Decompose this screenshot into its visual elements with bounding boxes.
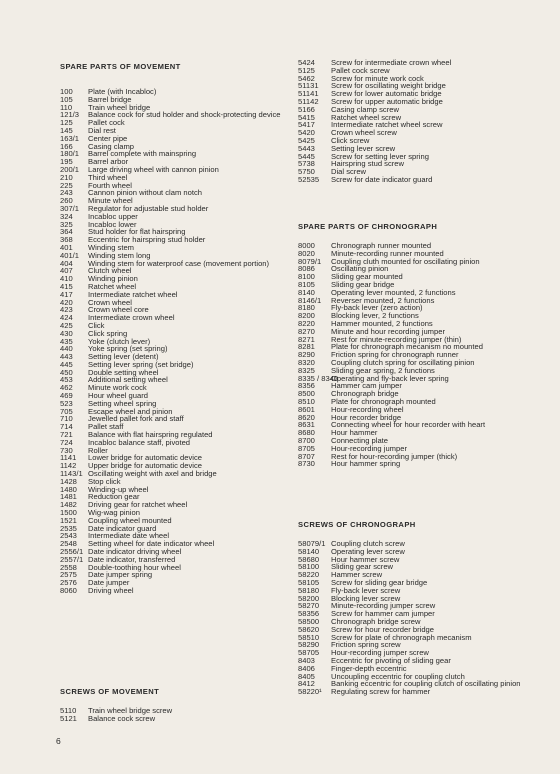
part-description: Center pipe — [88, 133, 128, 143]
section-title-screws-movement: SCREWS OF MOVEMENT — [60, 687, 160, 696]
part-description: Blocking lever, 2 functions — [331, 311, 419, 321]
part-description: Stud holder for flat hairspring — [88, 227, 186, 237]
part-description: Intermediate ratchet wheel screw — [331, 120, 443, 130]
part-description: Banking eccentric for coupling clutch of oscillating pinion — [331, 679, 521, 689]
part-description: Reduction gear — [88, 492, 140, 502]
part-description: Date jumper — [88, 578, 130, 588]
part-number: 5425 — [298, 135, 315, 145]
part-number: 8281 — [298, 342, 315, 352]
part-number: 440 — [60, 344, 73, 354]
part-description: Balance cock for stud holder and shock-protecting device — [88, 110, 281, 120]
part-number: 52535 — [298, 174, 320, 184]
part-description: Casing clamp — [88, 141, 135, 151]
part-description: Double setting wheel — [88, 367, 159, 377]
part-number: 523 — [60, 398, 73, 408]
part-number: 2557/1 — [60, 554, 84, 564]
part-description: Balance cock screw — [88, 713, 156, 723]
part-description: Escape wheel and pinion — [88, 406, 173, 416]
part-description: Incabloc balance staff, pivoted — [88, 437, 191, 447]
part-description: Crown wheel screw — [331, 128, 397, 138]
part-number: 430 — [60, 328, 73, 338]
part-number: 8680 — [298, 428, 315, 438]
part-number: 368 — [60, 235, 73, 245]
part-number: 420 — [60, 297, 73, 307]
part-number: 58200 — [298, 593, 320, 603]
part-description: Minute wheel — [88, 196, 133, 206]
part-description: Operating and fly-back lever spring — [331, 373, 449, 383]
part-description: Click screw — [331, 135, 370, 145]
part-description: Ratchet wheel screw — [331, 112, 402, 122]
list-item — [60, 715, 296, 723]
part-description: Minute work cock — [88, 383, 147, 393]
part-description: Screw for oscillating weight bridge — [331, 81, 446, 91]
list-item — [298, 176, 538, 184]
part-description: Minute and hour recording jumper — [331, 326, 445, 336]
part-description: Screw for intermediate crown wheel — [331, 58, 452, 67]
part-number: 145 — [60, 125, 73, 135]
part-description: Coupling wheel mounted — [88, 515, 172, 525]
part-number: 163/1 — [60, 133, 80, 143]
part-description: Screw for hour recorder bridge — [331, 624, 434, 634]
part-number: 58140 — [298, 546, 320, 556]
part-number: 417 — [60, 289, 73, 299]
part-number: 58270 — [298, 601, 320, 611]
part-number: 5417 — [298, 120, 315, 130]
part-number: 8271 — [298, 334, 315, 344]
part-number: 5443 — [298, 143, 315, 153]
part-number: 195 — [60, 157, 73, 167]
part-description: Clutch wheel — [88, 266, 132, 276]
part-number: 8500 — [298, 389, 315, 399]
part-description: Barrel bridge — [88, 94, 132, 104]
part-number: 51141 — [298, 89, 319, 99]
part-number: 58105 — [298, 577, 320, 587]
part-number: 445 — [60, 359, 73, 369]
part-number: 5420 — [298, 128, 315, 138]
spare-parts-chronograph-list — [298, 242, 538, 468]
part-description: Oscillating weight with axel and bridge — [88, 469, 217, 479]
part-number: 8060 — [60, 586, 77, 595]
part-number: 200/1 — [60, 164, 80, 174]
part-description: Screw for date indicator guard — [331, 174, 433, 184]
part-number: 58705 — [298, 648, 320, 658]
part-number: 8601 — [298, 404, 315, 414]
part-number: 180/1 — [60, 149, 80, 159]
part-number: 8730 — [298, 459, 315, 469]
part-number: 453 — [60, 375, 73, 385]
part-number: 8356 — [298, 381, 315, 391]
part-description: Regulating screw for hammer — [331, 687, 431, 697]
screws-movement-continued-list — [298, 59, 538, 184]
part-number: 8412 — [298, 679, 315, 689]
part-number: 58356 — [298, 609, 320, 619]
section-title-screws-chronograph: SCREWS OF CHRONOGRAPH — [298, 520, 416, 529]
part-number: 58220¹ — [298, 687, 322, 697]
part-description: Intermediate crown wheel — [88, 313, 175, 323]
part-number: 469 — [60, 391, 73, 401]
part-description: Balance with flat hairspring regulated — [88, 430, 213, 440]
part-description: Chronograph bridge — [331, 389, 399, 399]
part-number: 8707 — [298, 451, 315, 461]
part-number: 2558 — [60, 562, 77, 572]
part-description: Pallet cock — [88, 118, 125, 128]
part-description: Uncoupling eccentric for coupling clutch — [331, 671, 465, 681]
part-number: 8406 — [298, 663, 315, 673]
part-number: 8631 — [298, 420, 315, 430]
part-number: 2535 — [60, 523, 77, 533]
part-number: 58510 — [298, 632, 320, 642]
part-number: 307/1 — [60, 203, 80, 213]
part-number: 1141 — [60, 453, 77, 463]
part-description: Date jumper spring — [88, 570, 153, 580]
part-description: Incabloc lower — [88, 219, 137, 229]
part-description: Barrel arbor — [88, 157, 129, 167]
part-number: 8270 — [298, 326, 315, 336]
part-description: Hour wheel guard — [88, 391, 148, 401]
part-description: Screw for minute work cock — [331, 73, 424, 83]
part-number: 5125 — [298, 65, 315, 75]
list-item — [60, 587, 296, 595]
part-description: Minute-recording runner mounted — [331, 248, 444, 258]
part-description: Setting lever spring (set bridge) — [88, 359, 194, 369]
part-description: Yoke spring (set spring) — [88, 344, 168, 354]
part-description: Winding stem — [88, 242, 135, 252]
part-number: 51142 — [298, 96, 319, 106]
part-description: Screw for hammer cam jumper — [331, 609, 435, 619]
part-description: Fly-back lever (zero action) — [331, 303, 423, 313]
part-number: 5415 — [298, 112, 315, 122]
part-description: Date indicator driving wheel — [88, 547, 182, 557]
part-description: Sliding gear bridge — [331, 279, 395, 289]
part-number: 8290 — [298, 350, 315, 360]
part-description: Hour hammer spring — [331, 459, 401, 469]
part-number: 58079/1 — [298, 539, 326, 548]
part-number: 325 — [60, 219, 73, 229]
part-description: Coupling clutch screw — [331, 539, 405, 548]
part-number: 450 — [60, 367, 73, 377]
part-description: Setting lever screw — [331, 143, 396, 153]
part-number: 710 — [60, 414, 73, 424]
part-number: 8140 — [298, 287, 315, 297]
part-number: 8705 — [298, 443, 315, 453]
part-description: Blocking lever screw — [331, 593, 401, 603]
part-description: Setting wheel for date indicator wheel — [88, 539, 215, 549]
part-description: Coupling clutch spring for oscillating pinion — [331, 357, 475, 367]
part-number: 1521 — [60, 515, 77, 525]
part-number: 58620 — [298, 624, 320, 634]
part-number: 225 — [60, 180, 73, 190]
part-number: 8320 — [298, 357, 315, 367]
part-number: 407 — [60, 266, 73, 276]
part-description: Hour recorder bridge — [331, 412, 402, 422]
part-description: Intermediate ratchet wheel — [88, 289, 178, 299]
part-description: Dial screw — [331, 167, 367, 177]
part-description: Click — [88, 320, 105, 330]
part-description: Intermediate date wheel — [88, 531, 170, 541]
part-number: 425 — [60, 320, 73, 330]
part-number: 8000 — [298, 241, 315, 250]
part-description: Cannon pinion without clam notch — [88, 188, 202, 198]
part-description: Jewelled pallet fork and staff — [88, 414, 184, 424]
part-description: Date indicator guard — [88, 523, 157, 533]
part-number: 2548 — [60, 539, 77, 549]
part-number: 8620 — [298, 412, 315, 422]
part-number: 721 — [60, 430, 73, 440]
part-description: Hour-recording wheel — [331, 404, 404, 414]
part-description: Date indicator, transferred — [88, 554, 176, 564]
part-description: Connecting wheel for hour recorder with heart — [331, 420, 486, 430]
screws-movement-list — [60, 707, 296, 723]
part-number: 58500 — [298, 616, 320, 626]
part-number: 410 — [60, 274, 73, 284]
part-description: Lower bridge for automatic device — [88, 453, 202, 463]
part-number: 443 — [60, 352, 73, 362]
part-number: 2543 — [60, 531, 77, 541]
part-description: Hour-recording jumper screw — [331, 648, 429, 658]
part-description: Sliding gear spring, 2 functions — [331, 365, 435, 375]
part-description: Regulator for adjustable stud holder — [88, 203, 209, 213]
part-number: 5166 — [298, 104, 315, 114]
part-description: Train wheel bridge screw — [88, 706, 173, 715]
part-description: Screw for lower automatic bridge — [331, 89, 442, 99]
part-number: 51131 — [298, 81, 319, 91]
part-description: Eccentric for pivoting of sliding gear — [331, 655, 451, 665]
part-number: 364 — [60, 227, 73, 237]
part-description: Hour hammer — [331, 428, 378, 438]
part-number: 58290 — [298, 640, 320, 650]
part-number: 1142 — [60, 461, 77, 471]
part-number: 8405 — [298, 671, 315, 681]
part-number: 2556/1 — [60, 547, 84, 557]
part-number: 110 — [60, 102, 73, 112]
part-number: 105 — [60, 94, 73, 104]
screws-chronograph-list — [298, 540, 538, 696]
part-description: Barrel complete with mainspring — [88, 149, 197, 159]
part-description: Screw for setting lever spring — [331, 151, 429, 161]
part-description: Winding stem for waterproof case (movement portion) — [88, 258, 270, 268]
part-description: Yoke (clutch lever) — [88, 336, 151, 346]
part-description: Third wheel — [88, 172, 128, 182]
part-description: Click spring — [88, 328, 128, 338]
part-number: 401/1 — [60, 250, 80, 260]
part-description: Upper bridge for automatic device — [88, 461, 202, 471]
part-number: 2576 — [60, 578, 77, 588]
part-number: 1143/1 — [60, 469, 83, 479]
part-number: 415 — [60, 281, 73, 291]
part-number: 8220 — [298, 318, 315, 328]
part-description: Winding pinion — [88, 274, 138, 284]
part-description: Rest for hour-recording jumper (thick) — [331, 451, 458, 461]
part-description: Double-toothing hour wheel — [88, 562, 181, 572]
part-number: 1482 — [60, 500, 77, 510]
part-number: 8105 — [298, 279, 315, 289]
part-number: 8325 — [298, 365, 315, 375]
part-description: Driving wheel — [88, 586, 134, 595]
part-number: 58100 — [298, 562, 320, 572]
section-title-spare-parts-chronograph: SPARE PARTS OF CHRONOGRAPH — [298, 222, 438, 231]
part-description: Operating lever screw — [331, 546, 405, 556]
part-number: 1481 — [60, 492, 77, 502]
part-description: Hour hammer screw — [331, 554, 400, 564]
part-number: 2575 — [60, 570, 77, 580]
part-description: Hammer cam jumper — [331, 381, 402, 391]
part-description: Driving gear for ratchet wheel — [88, 500, 188, 510]
part-description: Train wheel bridge — [88, 102, 151, 112]
list-item — [298, 688, 538, 696]
part-number: 58220 — [298, 570, 320, 580]
part-number: 324 — [60, 211, 73, 221]
part-number: 462 — [60, 383, 73, 393]
part-number: 730 — [60, 445, 73, 455]
part-number: 8510 — [298, 396, 315, 406]
part-number: 8180 — [298, 303, 315, 313]
part-description: Screw for sliding gear bridge — [331, 577, 428, 587]
part-description: Screw for upper automatic bridge — [331, 96, 443, 106]
part-description: Dial rest — [88, 125, 116, 135]
part-number: 125 — [60, 118, 73, 128]
part-description: Friction spring for chronograph runner — [331, 350, 459, 360]
part-description: Coupling cluth mounted for oscillating pinion — [331, 256, 480, 266]
part-description: Rest for minute-recording jumper (thin) — [331, 334, 462, 344]
part-description: Large driving wheel with cannon pinion — [88, 164, 219, 174]
part-number: 210 — [60, 172, 73, 182]
part-number: 423 — [60, 305, 73, 315]
part-description: Hammer screw — [331, 570, 383, 580]
part-description: Fly-back lever screw — [331, 585, 401, 595]
part-description: Reverser mounted, 2 functions — [331, 295, 435, 305]
part-number: 243 — [60, 188, 73, 198]
part-number: 5445 — [298, 151, 315, 161]
part-number: 705 — [60, 406, 73, 416]
part-description: Fourth wheel — [88, 180, 132, 190]
part-description: Plate (with Incabloc) — [88, 87, 157, 96]
part-number: 5424 — [298, 58, 315, 67]
part-number: 8403 — [298, 655, 315, 665]
part-description: Winding-up wheel — [88, 484, 149, 494]
part-description: Plate for chronograph mounted — [331, 396, 436, 406]
part-description: Oscillating pinion — [331, 264, 389, 274]
section-title-spare-parts-movement: SPARE PARTS OF MOVEMENT — [60, 62, 181, 71]
list-item — [298, 460, 538, 468]
part-number: 58180 — [298, 585, 320, 595]
part-number: 1480 — [60, 484, 77, 494]
part-description: Friction spring screw — [331, 640, 401, 650]
part-number: 1500 — [60, 508, 77, 518]
part-description: Sliding gear mounted — [331, 272, 403, 282]
part-description: Plate for chronograph mecanism no mounted — [331, 342, 483, 352]
part-description: Minute-recording jumper screw — [331, 601, 436, 611]
part-description: Setting lever (detent) — [88, 352, 159, 362]
part-number: 5121 — [60, 713, 77, 723]
part-number: 121/3 — [60, 110, 80, 120]
part-number: 8700 — [298, 435, 315, 445]
part-number: 58680 — [298, 554, 320, 564]
part-description: Pallet staff — [88, 422, 124, 432]
part-number: 5750 — [298, 167, 315, 177]
part-description: Casing clamp screw — [331, 104, 399, 114]
part-description: Screw for plate of chronograph mecanism — [331, 632, 472, 642]
part-number: 5110 — [60, 706, 77, 715]
part-description: Connecting plate — [331, 435, 388, 445]
part-number: 8146/1 — [298, 295, 322, 305]
part-number: 435 — [60, 336, 73, 346]
part-description: Hour-recording jumper — [331, 443, 407, 453]
part-description: Winding stem long — [88, 250, 151, 260]
part-number: 714 — [60, 422, 73, 432]
part-description: Additional setting wheel — [88, 375, 168, 385]
part-description: Pallet cock screw — [331, 65, 390, 75]
part-number: 166 — [60, 141, 73, 151]
part-description: Chronograph bridge screw — [331, 616, 421, 626]
part-description: Hairspring stud screw — [331, 159, 405, 169]
part-number: 1428 — [60, 476, 77, 486]
part-number: 8100 — [298, 272, 315, 282]
part-description: Eccentric for hairspring stud holder — [88, 235, 206, 245]
page-number: 6 — [56, 736, 61, 746]
part-number: 100 — [60, 87, 73, 96]
part-description: Ratchet wheel — [88, 281, 137, 291]
part-description: Chronograph runner mounted — [331, 241, 432, 250]
part-number: 724 — [60, 437, 73, 447]
part-number: 8086 — [298, 264, 315, 274]
part-description: Hammer mounted, 2 functions — [331, 318, 433, 328]
part-number: 401 — [60, 242, 73, 252]
spare-parts-movement-list — [60, 88, 296, 595]
part-description: Finger-depth eccentric — [331, 663, 407, 673]
part-number: 5738 — [298, 159, 315, 169]
part-description: Setting wheel spring — [88, 398, 157, 408]
part-number: 8020 — [298, 248, 315, 258]
part-number: 5462 — [298, 73, 315, 83]
part-number: 8335 / 8340 — [298, 373, 339, 383]
part-description: Wig-wag pinion — [88, 508, 140, 518]
part-description: Crown wheel — [88, 297, 132, 307]
part-description: Operating lever mounted, 2 functions — [331, 287, 456, 297]
part-description: Roller — [88, 445, 108, 455]
part-description: Stop click — [88, 476, 121, 486]
part-number: 8079/1 — [298, 256, 322, 266]
part-number: 8200 — [298, 311, 315, 321]
part-number: 260 — [60, 196, 73, 206]
part-number: 424 — [60, 313, 73, 323]
part-description: Crown wheel core — [88, 305, 149, 315]
part-number: 404 — [60, 258, 73, 268]
part-description: Sliding gear screw — [331, 562, 394, 572]
part-description: Incabloc upper — [88, 211, 138, 221]
